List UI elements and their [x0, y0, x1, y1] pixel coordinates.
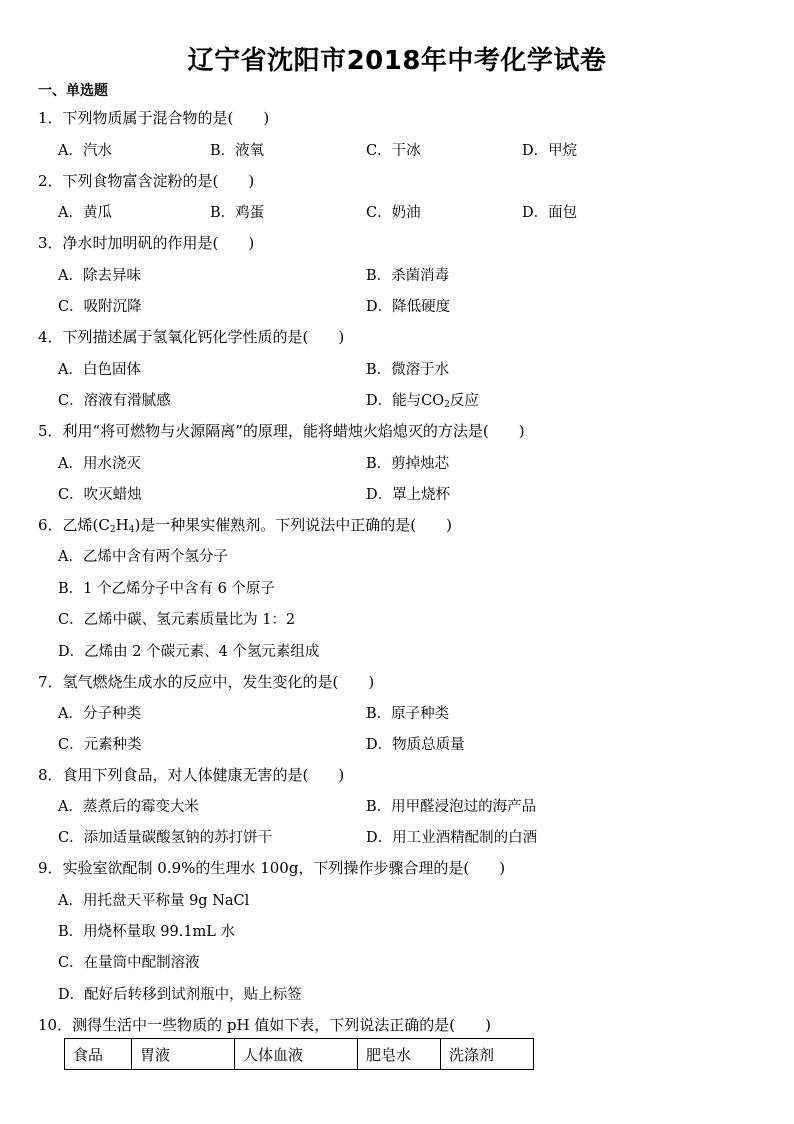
q8-option-a: A．蒸煮后的霉变大米 — [58, 799, 199, 815]
question-10: 10．测得生活中一些物质的 pH 值如下表，下列说法正确的是( ) — [38, 1016, 492, 1034]
q5-option-d: D．罩上烧杯 — [366, 487, 451, 503]
table-cell-detergent: 洗涤剂 — [441, 1039, 534, 1070]
q8-option-d: D．用工业酒精配制的白酒 — [366, 830, 538, 846]
question-8: 8．食用下列食品，对人体健康无害的是( ) — [38, 766, 345, 784]
q1-option-c: C．干冰 — [366, 143, 421, 159]
q1-option-b: B．液氧 — [210, 143, 265, 159]
q6-text-pre: 6．乙烯(C — [38, 516, 110, 534]
q2-option-c: C．奶油 — [366, 205, 421, 221]
q6-option-c: C．乙烯中碳、氢元素质量比为 1：2 — [58, 612, 296, 628]
q9-option-c: C．在量筒中配制溶液 — [58, 955, 200, 971]
q3-option-a: A．除去异味 — [58, 268, 141, 284]
q2-option-b: B．鸡蛋 — [210, 205, 265, 221]
question-4: 4．下列描述属于氢氧化钙化学性质的是( ) — [38, 328, 345, 346]
q6-option-b: B．1 个乙烯分子中含有 6 个原子 — [58, 581, 275, 597]
q7-option-a: A．分子种类 — [58, 706, 141, 722]
q7-option-d: D．物质总质量 — [366, 737, 465, 753]
question-6 — [38, 514, 452, 535]
q7-option-c: C．元素种类 — [58, 737, 142, 753]
q7-option-b: B．原子种类 — [366, 706, 450, 722]
table-cell-soap-water: 肥皂水 — [358, 1039, 441, 1070]
table-cell-food: 食品 — [65, 1039, 132, 1070]
question-3: 3．净水时加明矾的作用是( ) — [38, 234, 255, 252]
q8-option-c: C．添加适量碳酸氢钠的苏打饼干 — [58, 830, 273, 846]
q6-subscript-h: 4 — [128, 525, 135, 535]
table-cell-gastric-juice: 胃液 — [132, 1039, 235, 1070]
q9-option-a: A．用托盘天平称量 9g NaCl — [58, 893, 250, 909]
q4-option-d-prefix: D．能与 — [366, 393, 422, 409]
q3-option-b: B．杀菌消毒 — [366, 268, 450, 284]
q1-option-a: A．汽水 — [58, 143, 112, 159]
table-cell-blood: 人体血液 — [235, 1039, 358, 1070]
q4-option-a: A．白色固体 — [58, 362, 141, 378]
question-2: 2．下列食物富含淀粉的是( ) — [38, 172, 255, 190]
page-title: 辽宁省沈阳市2018年中考化学试卷 — [187, 46, 607, 76]
question-1: 1．下列物质属于混合物的是( ) — [38, 109, 270, 127]
q3-option-d: D．降低硬度 — [366, 299, 451, 315]
q6-subscript-c: 2 — [109, 525, 116, 535]
q2-option-a: A．黄瓜 — [58, 205, 112, 221]
q4-option-d-formula: CO — [421, 393, 445, 409]
q2-option-d: D．面包 — [522, 205, 578, 221]
q9-option-d: D．配好后转移到试剂瓶中，贴上标签 — [58, 987, 302, 1003]
q4-option-c: C．溶液有滑腻感 — [58, 393, 171, 409]
table-row — [65, 1039, 534, 1070]
q4-option-d — [366, 389, 479, 410]
q4-option-d-subscript: 2 — [444, 400, 450, 410]
question-5: 5．利用“将可燃物与火源隔离”的原理，能将蜡烛火焰熄灭的方法是( ) — [38, 422, 525, 440]
ph-table — [64, 1038, 534, 1070]
q9-option-b: B．用烧杯量取 99.1mL 水 — [58, 924, 236, 940]
q3-option-c: C．吸附沉降 — [58, 299, 142, 315]
q1-option-d: D．甲烷 — [522, 143, 578, 159]
q8-option-b: B．用甲醛浸泡过的海产品 — [366, 799, 537, 815]
q6-option-d: D．乙烯由 2 个碳元素、4 个氢元素组成 — [58, 644, 320, 660]
q6-option-a: A．乙烯中含有两个氢分子 — [58, 549, 228, 565]
q4-option-d-suffix: 反应 — [449, 393, 479, 409]
q5-option-a: A．用水浇灭 — [58, 456, 141, 472]
q4-option-b: B．微溶于水 — [366, 362, 450, 378]
q6-text-mid: H — [115, 516, 129, 534]
question-9: 9．实验室欲配制 0.9%的生理水 100g，下列操作步骤合理的是( ) — [38, 859, 506, 877]
question-7: 7．氢气燃烧生成水的反应中，发生变化的是( ) — [38, 673, 375, 691]
section-heading: 一、单选题 — [38, 83, 108, 99]
q6-text-post: )是一种果实催熟剂。下列说法中正确的是( ) — [134, 516, 452, 534]
q5-option-c: C．吹灭蜡烛 — [58, 487, 142, 503]
q5-option-b: B．剪掉烛芯 — [366, 456, 450, 472]
